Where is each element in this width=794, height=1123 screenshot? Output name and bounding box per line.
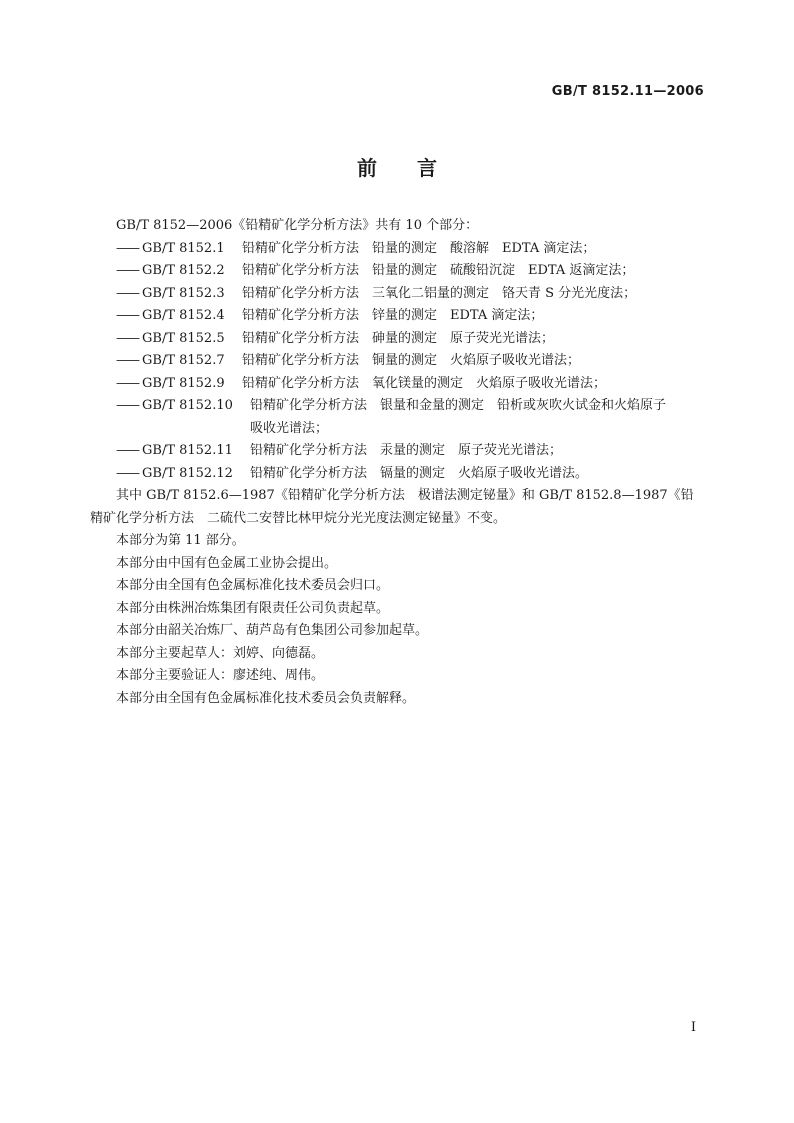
list-item-text: 铅精矿化学分析方法 氧化镁量的测定 火焰原子吸收光谱法；: [242, 375, 607, 391]
list-item-text: 铅精矿化学分析方法 汞量的测定 原子荧光光谱法；: [250, 443, 563, 458]
list-dash: ——: [116, 263, 138, 278]
list-item: [90, 260, 704, 283]
list-item: [90, 328, 704, 351]
paragraph: 本部分由中国有色金属工业协会提出。: [116, 555, 338, 571]
list-item: [90, 350, 704, 373]
list-item-text: 铅精矿化学分析方法 镉量的测定 火焰原子吸收光谱法。: [250, 465, 589, 481]
list-item: [90, 305, 704, 328]
list-dash: ——: [116, 375, 138, 391]
paragraph: 本部分由株洲冶炼集团有限责任公司负责起草。: [116, 600, 390, 616]
list-item-code: GB/T 8152.1: [142, 240, 225, 256]
list-item-text: 铅精矿化学分析方法 银量和金量的测定 铅析或灰吹火试金和火焰原子: [250, 398, 667, 413]
list-item-code: GB/T 8152.9: [142, 375, 225, 391]
list-item-code: GB/T 8152.10: [142, 398, 233, 413]
list-item: [90, 373, 704, 396]
paragraph: 本部分由全国有色金属标准化技术委员会负责解释。: [116, 690, 416, 706]
paragraph: 本部分主要起草人：刘婷、向德磊。: [116, 645, 325, 661]
paragraph: 本部分由韶关冶炼厂、葫芦岛有色集团公司参加起草。: [116, 623, 429, 638]
list-item-code: GB/T 8152.7: [142, 353, 225, 368]
paragraph: 本部分主要验证人：廖述纯、周伟。: [116, 668, 325, 683]
list-item-code: GB/T 8152.2: [142, 263, 225, 278]
list-item-continuation: 吸收光谱法；: [250, 420, 329, 436]
list-item-text: 铅精矿化学分析方法 砷量的测定 原子荧光光谱法；: [242, 330, 555, 346]
list-item-text: 铅精矿化学分析方法 三氧化二铝量的测定 铬天青 S 分光光度法；: [242, 285, 637, 301]
list-item: [90, 395, 704, 440]
paragraph: 本部分为第 11 部分。: [116, 533, 245, 548]
standard-code: GB/T 8152.11—2006: [551, 84, 704, 99]
list-item: [90, 283, 704, 306]
paragraph: 本部分由全国有色金属标准化技术委员会归口。: [116, 578, 390, 593]
list-item-text: 铅精矿化学分析方法 铅量的测定 酸溶解 EDTA 滴定法；: [242, 240, 596, 256]
page-number: I: [690, 1020, 696, 1035]
list-item-code: GB/T 8152.12: [142, 465, 233, 481]
note-text: 其中 GB/T 8152.6—1987《铅精矿化学分析方法 极谱法测定铋量》和 GB/T 8152.8—1987《铅精矿化学分析方法 二硫代二安替比林甲烷分光光度法测定铋量》不变。: [90, 488, 694, 526]
list-dash: ——: [116, 465, 138, 481]
intro-text: GB/T 8152—2006《铅精矿化学分析方法》共有 10 个部分：: [116, 218, 479, 233]
list-item-code: GB/T 8152.11: [142, 443, 233, 458]
list-dash: ——: [116, 240, 138, 256]
list-item-text: 铅精矿化学分析方法 铅量的测定 硫酸铅沉淀 EDTA 返滴定法；: [242, 263, 635, 278]
list-dash: ——: [116, 398, 138, 413]
list-item: [90, 440, 704, 463]
list-dash: ——: [116, 353, 138, 368]
list-item-text: 铅精矿化学分析方法 锌量的测定 EDTA 滴定法；: [242, 308, 544, 323]
list-dash: ——: [116, 443, 138, 458]
list-dash: ——: [116, 285, 138, 301]
list-item: [90, 463, 704, 486]
list-dash: ——: [116, 308, 138, 323]
document-body: [90, 215, 704, 710]
list-dash: ——: [116, 330, 138, 346]
list-item: [90, 238, 704, 261]
list-item-code: GB/T 8152.5: [142, 330, 225, 346]
page-title: 前言: [357, 156, 477, 180]
list-item-text: 铅精矿化学分析方法 铜量的测定 火焰原子吸收光谱法；: [242, 353, 581, 368]
list-item-code: GB/T 8152.4: [142, 308, 225, 323]
list-item-code: GB/T 8152.3: [142, 285, 225, 301]
